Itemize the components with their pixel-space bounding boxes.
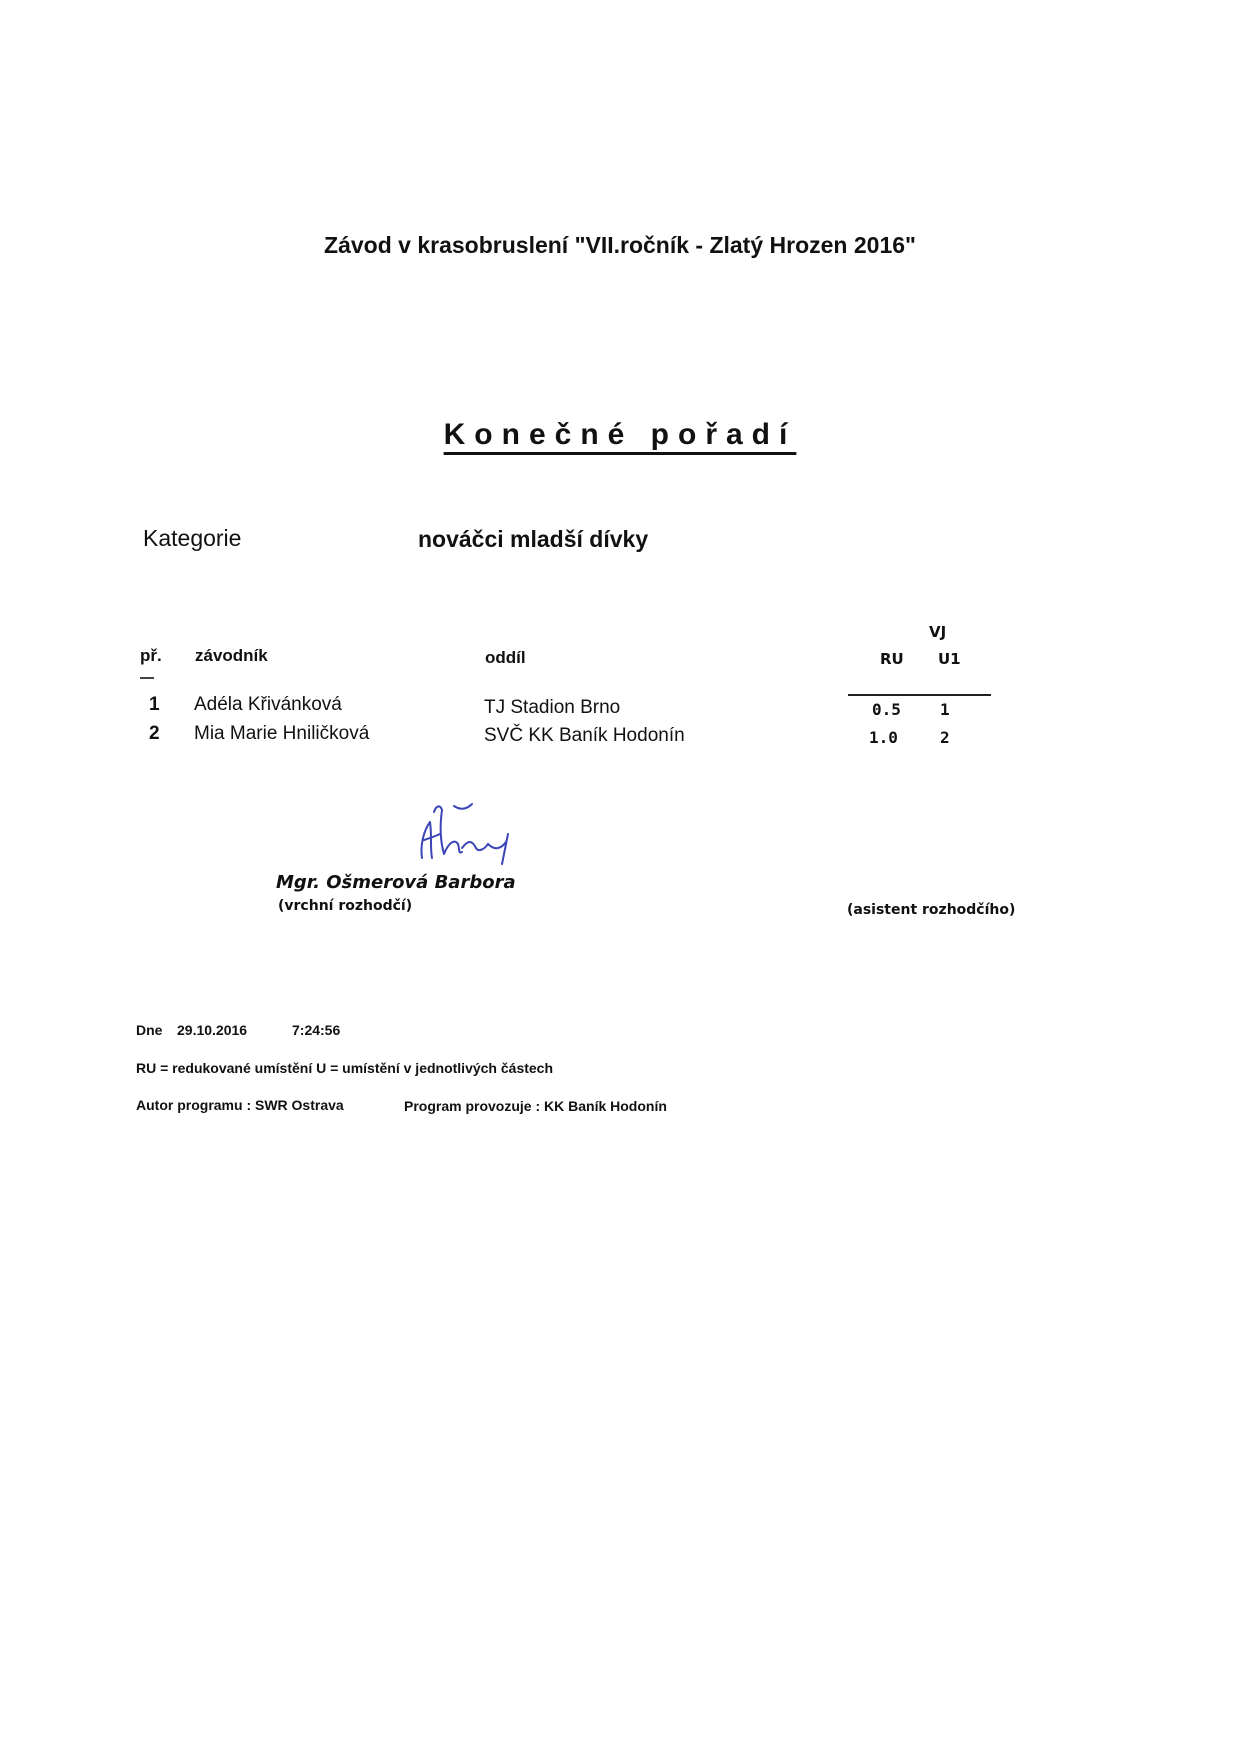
row-club: TJ Stadion Brno bbox=[484, 697, 621, 718]
row-u1: 1 bbox=[940, 700, 950, 719]
row-rank: 2 bbox=[149, 723, 160, 744]
header-u1: U1 bbox=[938, 650, 961, 668]
operator-text: Program provozuje : KK Baník Hodonín bbox=[404, 1098, 667, 1114]
header-ru: RU bbox=[880, 650, 904, 668]
row-ru: 1.0 bbox=[869, 728, 898, 747]
assistant-role: (asistent rozhodčího) bbox=[847, 902, 1016, 918]
legend-text: RU = redukované umístění U = umístění v jednotlivých částech bbox=[136, 1060, 554, 1076]
date-value: 29.10.2016 bbox=[177, 1022, 248, 1038]
header-club: oddíl bbox=[485, 648, 526, 667]
event-title: Závod v krasobruslení "VII.ročník - Zlatý Hrozen 2016" bbox=[324, 232, 916, 258]
referee-name: Mgr. Ošmerová Barbora bbox=[276, 872, 516, 893]
category-value: nováčci mladší dívky bbox=[418, 526, 649, 552]
header-group: VJ bbox=[929, 623, 947, 641]
row-skater: Adéla Křivánková bbox=[194, 694, 342, 715]
header-skater: závodník bbox=[195, 646, 268, 665]
score-header-rule bbox=[848, 694, 991, 696]
category-label: Kategorie bbox=[143, 525, 242, 551]
header-rank: př. bbox=[140, 646, 162, 665]
time-value: 7:24:56 bbox=[292, 1022, 341, 1038]
referee-role: (vrchní rozhodčí) bbox=[278, 898, 413, 914]
date-label: Dne bbox=[136, 1022, 163, 1038]
row-u1: 2 bbox=[940, 728, 950, 747]
row-rank: 1 bbox=[149, 694, 160, 715]
document-title: Konečné pořadí bbox=[443, 418, 797, 451]
row-ru: 0.5 bbox=[872, 700, 901, 719]
row-skater: Mia Marie Hniličková bbox=[194, 723, 370, 744]
signature-image bbox=[410, 800, 520, 870]
header-divider-mark bbox=[140, 677, 154, 679]
row-club: SVČ KK Baník Hodonín bbox=[484, 725, 685, 746]
author-text: Autor programu : SWR Ostrava bbox=[136, 1097, 344, 1113]
